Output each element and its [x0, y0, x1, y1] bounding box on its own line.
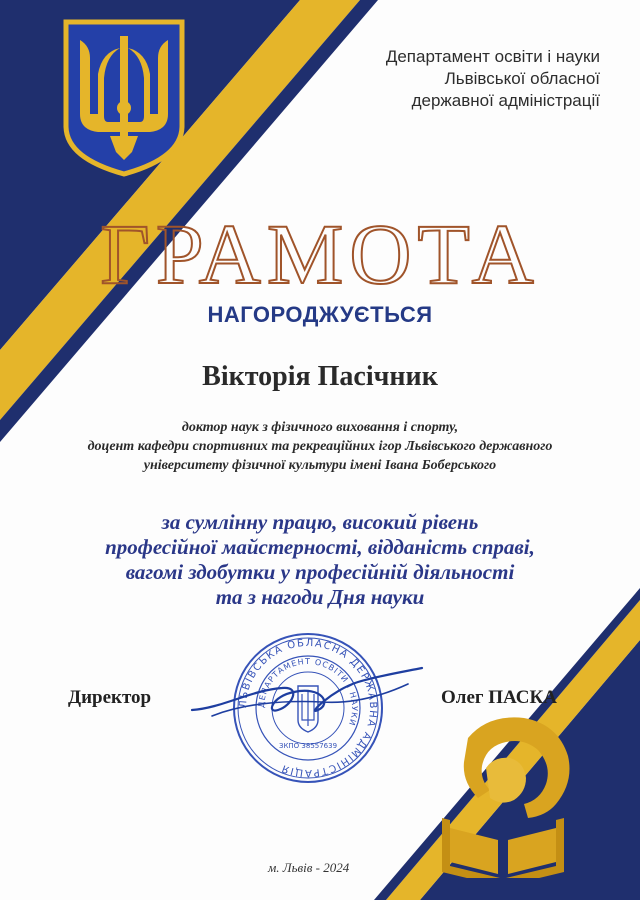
reason-line: та з нагоди Дня науки: [215, 585, 425, 609]
award-reason: [10, 510, 630, 610]
stamp-code: ЗКПО 38557639: [278, 742, 338, 750]
recipient-name: Вікторія Пасічник: [202, 361, 438, 392]
position-line: доцент кафедри спортивних та рекреаційних ігор Львівського державного: [87, 439, 553, 454]
position-line: університету фізичної культури імені Івана Боберського: [143, 458, 497, 473]
awarded-label: НАГОРОДЖУЄТЬСЯ: [207, 302, 433, 327]
handwritten-signature: [182, 660, 432, 730]
department-line: державної адміністрації: [411, 91, 600, 110]
department-line: Департамент освіти і науки: [385, 47, 600, 66]
reason-line: професійної майстерності, відданість справі,: [105, 535, 535, 559]
signer-name: Олег ПАСКА: [441, 687, 558, 708]
lion-book-emblem-icon: [428, 708, 578, 878]
stamp-ring-text: ЛЬВІВСЬКА ОБЛАСНА ДЕРЖАВНА АДМІНІСТРАЦІЯ: [237, 637, 379, 779]
position-line: доктор наук з фізичного виховання і спорту,: [181, 420, 459, 435]
stamp-inner-text: ДЕПАРТАМЕНТ ОСВІТИ І НАУКИ: [256, 656, 360, 728]
recipient-position: [20, 418, 620, 475]
place-and-date: м. Львів - 2024: [268, 860, 350, 875]
reason-line: вагомі здобутки у професійній діяльності: [125, 560, 515, 584]
coat-of-arms-icon: [62, 18, 186, 178]
department-header: [280, 46, 600, 112]
reason-line: за сумлінну працю, високий рівень: [161, 510, 479, 534]
certificate-title: ГРАМОТА: [100, 206, 540, 302]
department-line: Львівської обласної: [444, 69, 600, 88]
signer-role: Директор: [68, 687, 152, 708]
